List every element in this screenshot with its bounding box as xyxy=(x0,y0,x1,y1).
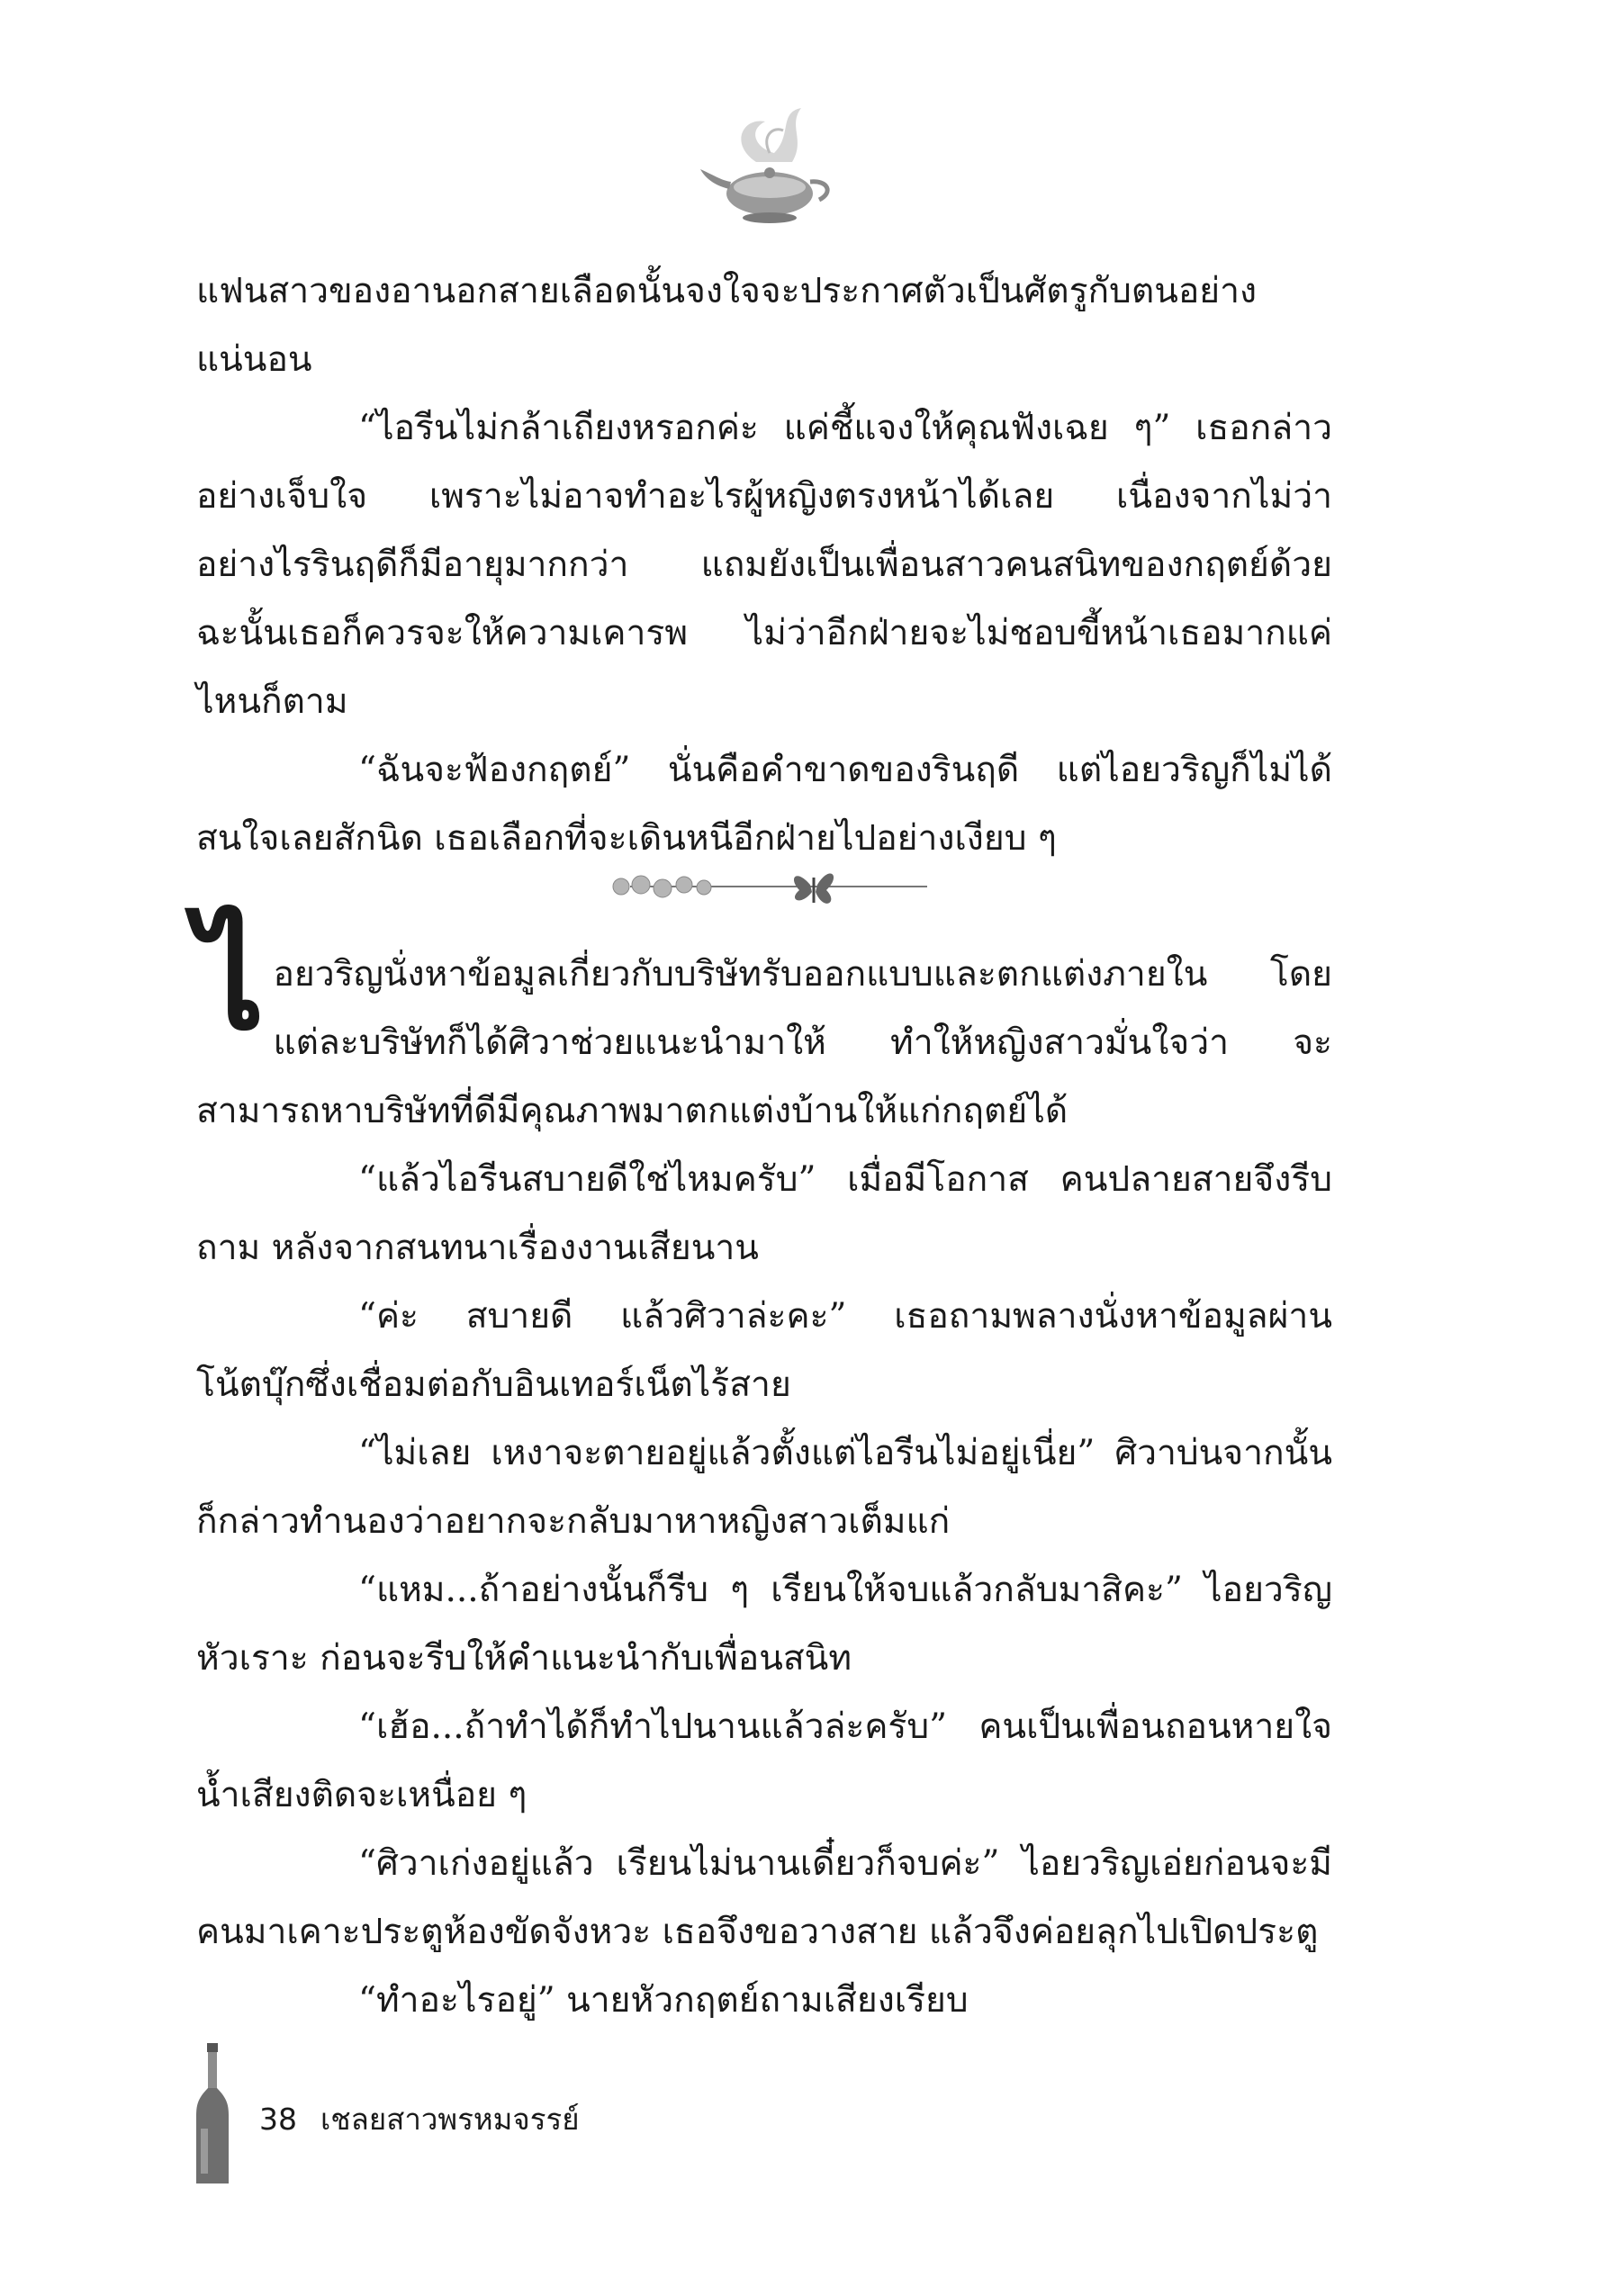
paragraph: “เฮ้อ...ถ้าทำได้ก็ทำไปนานแล้วล่ะครับ” คนเป็นเพื่อนถอนหายใจ น้ำเสียงติดจะเหนื่อย ๆ xyxy=(196,1706,1332,1815)
dropcap-letter: ไ xyxy=(196,902,265,1060)
text-block-1 xyxy=(196,257,1332,873)
paragraph: “แล้วไอรีนสบายดีใช่ไหมครับ” เมื่อมีโอกาส คนปลายสายจึงรีบถาม หลังจากสนทนาเรื่องงานเสียนาน xyxy=(196,1159,1332,1268)
text-block-2 xyxy=(196,902,1332,2035)
paragraph: “ไม่เลย เหงาจะตายอยู่แล้วตั้งแต่ไอรีนไม่อยู่เนี่ย” ศิวาบ่นจากนั้นก็กล่าวทำนองว่าอยากจะกลับมาหาหญิงสาวเต็มแก่ xyxy=(196,1433,1332,1542)
paragraph: แฟนสาวของอานอกสายเลือดนั้นจงใจจะประกาศตัวเป็นศัตรูกับตนอย่างแน่นอน xyxy=(196,271,1258,380)
paragraph: “ทำอะไรอยู่” นายหัวกฤตย์ถามเสียงเรียบ xyxy=(358,1980,969,2021)
paragraph: “ศิวาเก่งอยู่แล้ว เรียนไม่นานเดี๋ยวก็จบค่ะ” ไอยวริญเอ่ยก่อนจะมีคนมาเคาะประตูห้องขัดจังหวะ เธอจึงขอวางสาย แล้วจึงค่อยลุกไปเปิดประตู xyxy=(196,1843,1332,1952)
paragraph: “ไอรีนไม่กล้าเถียงหรอกค่ะ แค่ชี้แจงให้คุณฟังเฉย ๆ” เธอกล่าวอย่างเจ็บใจ เพราะไม่อาจทำอะไรผู้หญิงตรงหน้าได้เลย เนื่องจากไม่ว่าอย่างไรรินฤดีก็มีอายุมากกว่า แถมยังเป็นเพื่อนสาวคนสนิทของกฤตย์ด้วย ฉะนั้นเธอก็ควรจะให้ความเคารพ ไม่ว่าอีกฝ่ายจะไม่ชอบขี้หน้าเธอมากแค่ไหนก็ตาม xyxy=(196,408,1332,722)
paragraph-text: อยวริญนั่งหาข้อมูลเกี่ยวกับบริษัทรับออกแบบและตกแต่งภายใน โดยแต่ละบริษัทก็ได้ศิวาช่วยแนะนำมาให้ ทำให้หญิงสาวมั่นใจว่า จะสามารถหาบริษัทที่ดีมีคุณภาพมาตกแต่งบ้านให้แก่กฤตย์ได้ xyxy=(196,954,1332,1131)
dropcap-paragraph xyxy=(196,902,1332,1146)
page-number: 38 xyxy=(259,2102,297,2137)
paragraph: “แหม...ถ้าอย่างนั้นก็รีบ ๆ เรียนให้จบแล้วกลับมาสิคะ” ไอยวริญหัวเราะ ก่อนจะรีบให้คำแนะนำกับเพื่อนสนิท xyxy=(196,1570,1332,1679)
paragraph: “ค่ะ สบายดี แล้วศิวาล่ะคะ” เธอถามพลางนั่งหาข้อมูลผ่านโน้ตบุ๊กซึ่งเชื่อมต่อกับอินเทอร์เน็ตไร้สาย xyxy=(196,1296,1332,1405)
floral-divider-icon xyxy=(594,851,936,923)
wine-bottle-icon xyxy=(194,2043,231,2187)
paragraph: “ฉันจะฟ้องกฤตย์” นั่นคือคำขาดของรินฤดี แต่ไอยวริญก็ไม่ได้สนใจเลยสักนิด เธอเลือกที่จะเดินหนีอีกฝ่ายไปอย่างเงียบ ๆ xyxy=(196,750,1332,859)
page-footer xyxy=(259,2095,580,2143)
book-title: เชลยสาวพรหมจรรย์ xyxy=(320,2102,580,2137)
teapot-ornament-icon xyxy=(693,99,846,234)
